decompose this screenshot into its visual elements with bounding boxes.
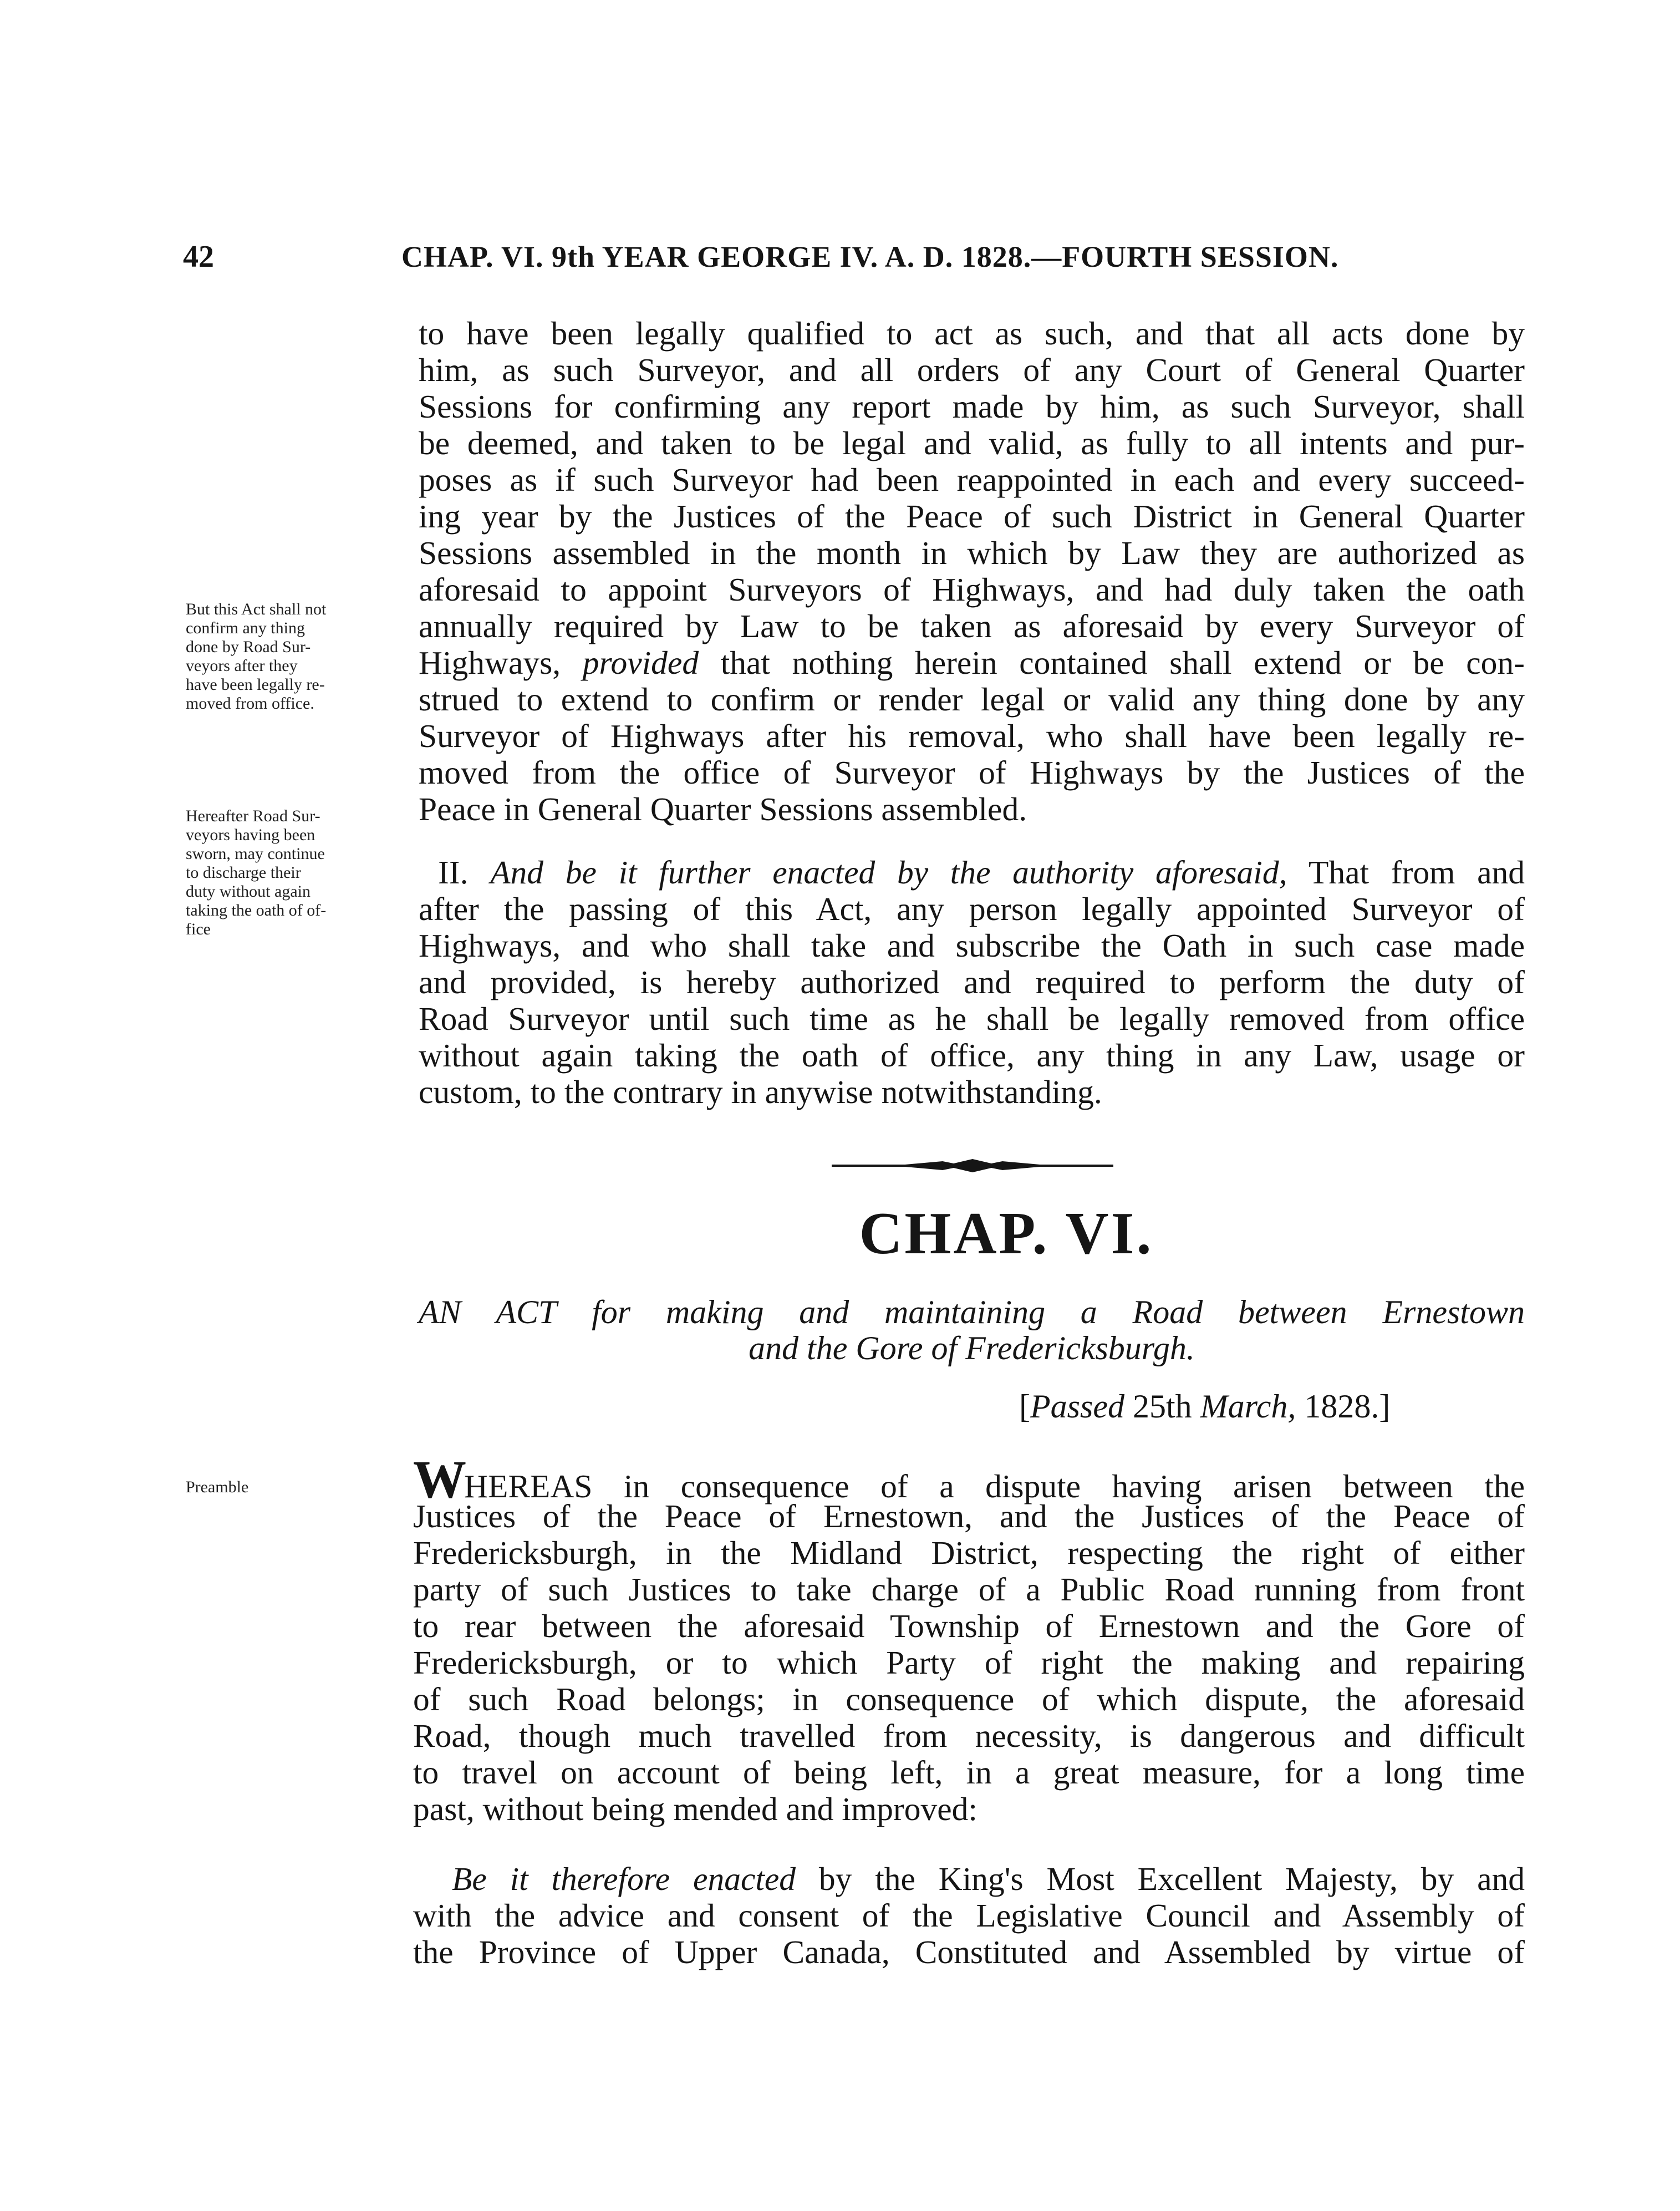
text-line [413, 1861, 1525, 1897]
text-line: after the passing of this Act, any person legally appointed Surveyor of [419, 891, 1525, 927]
margin-note-line: done by Road Sur- [186, 638, 311, 656]
running-title: CHAP. VI. 9th YEAR GEORGE IV. A. D. 1828.—FOURTH SESSION. [401, 240, 1339, 273]
text-line: custom, to the contrary in anywise notwithstanding. [419, 1074, 1102, 1110]
drop-cap: W [413, 1450, 464, 1509]
text-fragment: that nothing herein contained shall extend or be con- [699, 644, 1525, 681]
section-ii [419, 854, 1525, 1110]
text-line: with the advice and consent of the Legislative Council and Assembly of [413, 1897, 1525, 1934]
margin-note-line: sworn, may continue [186, 845, 325, 863]
text-line: Fredericksburgh, in the Midland District, respecting the right of either [413, 1534, 1525, 1571]
margin-note-line: veyors after they [186, 657, 298, 675]
section-number: II. [438, 854, 469, 891]
text-line: of such Road belongs; in consequence of which dispute, the aforesaid [413, 1681, 1525, 1717]
text-line: Justices of the Peace of Ernestown, and the Justices of the Peace of [413, 1498, 1525, 1534]
margin-note-road-surveyors [186, 807, 326, 939]
text-line: Sessions for confirming any report made by him, as such Surveyor, shall [419, 388, 1525, 425]
text-line: strued to extend to confirm or render legal or valid any thing done by any [419, 681, 1525, 718]
text-line: aforesaid to appoint Surveyors of Highways, and had duly taken the oath [419, 571, 1525, 608]
margin-note-line: veyors having been [186, 826, 315, 844]
act-title-line-1: AN ACT for making and maintaining a Road between Ernestown [419, 1294, 1525, 1330]
text-line: ing year by the Justices of the Peace of such District in General Quarter [419, 498, 1525, 535]
margin-note-line: But this Act shall not [186, 600, 327, 618]
passed-date [1019, 1386, 1390, 1426]
text-line: and provided, is hereby authorized and required to perform the duty of [419, 964, 1525, 1000]
text-line: be deemed, and taken to be legal and valid, as fully to all intents and pur- [419, 425, 1525, 461]
text-line: the Province of Upper Canada, Constituted and Assembled by virtue of [413, 1934, 1525, 1970]
text-line: to rear between the aforesaid Township of Ernestown and the Gore of [413, 1608, 1525, 1644]
text-line: moved from the office of Surveyor of Highways by the Justices of the [419, 754, 1525, 791]
text-line: Road, though much travelled from necessity, is dangerous and difficult [413, 1717, 1525, 1754]
passed-day: 25th [1124, 1388, 1200, 1425]
text-line: Peace in General Quarter Sessions assembled. [419, 791, 1027, 827]
text-fragment: HEREAS in consequence of a dispute having arisen between the [464, 1468, 1525, 1505]
ornament-divider [832, 1159, 1113, 1172]
enacting-clause [413, 1861, 1525, 1970]
enacting-italic: Be it therefore enacted [452, 1861, 796, 1897]
chapter-heading: CHAP. VI. [859, 1201, 1154, 1267]
text-line: to have been legally qualified to act as such, and that all acts done by [419, 315, 1525, 352]
text-line: annually required by Law to be taken as aforesaid by every Surveyor of [419, 608, 1525, 644]
text-line [419, 644, 1525, 681]
text-line: Road Surveyor until such time as he shall be legally removed from office [419, 1000, 1525, 1037]
text-line: party of such Justices to take charge of a Public Road running from front [413, 1571, 1525, 1608]
margin-note-line: Hereafter Road Sur- [186, 807, 320, 825]
margin-note-not-confirm [186, 600, 326, 713]
margin-note-preamble: Preamble [186, 1478, 249, 1496]
margin-note-line: duty without again [186, 882, 310, 901]
text-line: without again taking the oath of office, any thing in any Law, usage or [419, 1037, 1525, 1074]
text-fragment: That from and [1287, 854, 1525, 891]
margin-note-line: moved from office. [186, 694, 314, 713]
passed-month: March, [1200, 1388, 1296, 1425]
text-line [419, 854, 1525, 891]
text-line: past, without being mended and improved: [413, 1791, 978, 1827]
text-line: poses as if such Surveyor had been reappointed in each and every succeed- [419, 461, 1525, 498]
continuation-text [419, 315, 1525, 827]
passed-year: 1828.] [1296, 1388, 1391, 1425]
act-title-line-2: and the Gore of Fredericksburgh. [749, 1330, 1195, 1366]
margin-note-line: have been legally re- [186, 675, 325, 694]
margin-note-line: confirm any thing [186, 619, 305, 637]
text-fragment: Highways, [419, 644, 583, 681]
text-line [413, 1450, 1525, 1509]
margin-note-line: fice [186, 920, 211, 938]
text-line: Fredericksburgh, or to which Party of right the making and repairing [413, 1644, 1525, 1681]
text-line: Sessions assembled in the month in which by Law they are authorized as [419, 535, 1525, 571]
text-line: him, as such Surveyor, and all orders of any Court of General Quarter [419, 352, 1525, 388]
margin-note-line: taking the oath of of- [186, 901, 327, 919]
text-fragment: by the King's Most Excellent Majesty, by and [796, 1861, 1525, 1897]
preamble-text [413, 1450, 1525, 1827]
page-number: 42 [183, 240, 214, 274]
text-line: Highways, and who shall take and subscribe the Oath in such case made [419, 927, 1525, 964]
enacting-clause-italic: And be it further enacted by the authority aforesaid, [490, 854, 1287, 891]
text-line: to travel on account of being left, in a great measure, for a long time [413, 1754, 1525, 1791]
text-line: Surveyor of Highways after his removal, who shall have been legally re- [419, 718, 1525, 754]
passed-word: Passed [1030, 1388, 1124, 1425]
margin-note-line: to discharge their [186, 863, 301, 882]
bracket: [ [1019, 1388, 1030, 1425]
proviso-italic: provided [582, 644, 699, 681]
